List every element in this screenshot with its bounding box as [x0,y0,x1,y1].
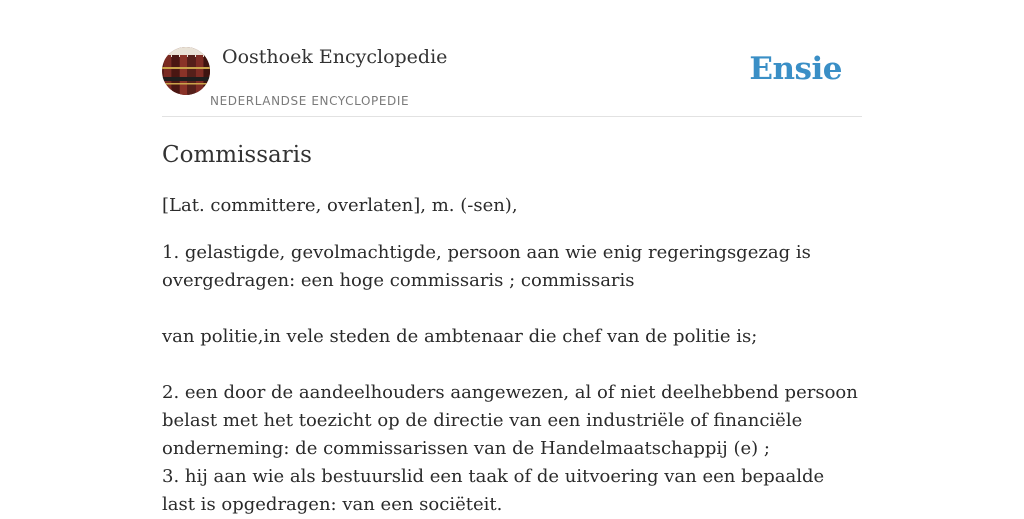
books-icon [162,47,210,95]
article-etymology: [Lat. committere, overlaten], m. (-sen), [162,195,518,216]
article [162,140,862,519]
site-title[interactable]: Oosthoek Encyclopedie [222,46,448,68]
encyclopedia-books-avatar[interactable] [162,47,210,95]
article-body: 1. gelastigde, gevolmachtigde, persoon aan wie enig regeringsgezag is overgedragen: een hoge commissaris ; commissaris van politie,in vele steden de ambtenaar die chef van de politie is; 2. een door de aandeelhouders aangewezen, al of niet deelhebbend persoon belast met het toezicht op de directie van een industriële of financiële onderneming: de commissarissen van de Handelmaatschappij (e) ; 3. hij aan wie als bestuurslid een taak of de uitvoering van een bepaalde last is opgedragen: van een sociëteit. [162,242,858,515]
article-title: Commissaris [162,142,312,168]
ensie-logo-link[interactable]: Ensie [749,51,842,87]
site-subtitle: NEDERLANDSE ENCYCLOPEDIE [210,94,410,108]
site-header [162,46,862,117]
